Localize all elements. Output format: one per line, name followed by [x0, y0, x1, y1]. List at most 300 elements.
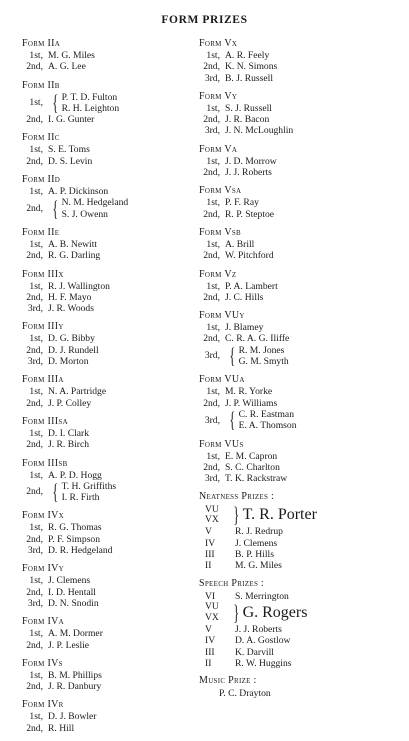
neatness-group-form: VU	[205, 503, 219, 515]
place-label: 3rd,	[204, 72, 220, 84]
place-label: 2nd,	[203, 167, 220, 179]
prize-row	[22, 545, 197, 556]
winner-name: I. D. Hentall	[48, 586, 96, 598]
place-label: 2nd,	[26, 344, 43, 356]
winner-name: B. P. Hills	[235, 549, 274, 561]
form-block	[22, 269, 197, 315]
form-word: Form VUs	[199, 438, 244, 450]
form-heading	[22, 699, 197, 711]
place-label: 1st,	[206, 450, 220, 462]
speech-group-form: VX	[205, 611, 219, 623]
form-word: Form IIb	[22, 79, 60, 91]
prize-row	[199, 549, 399, 560]
prize-row	[199, 322, 399, 333]
brace: {	[52, 89, 59, 115]
speech-prizes	[199, 578, 399, 669]
prize-row	[22, 723, 197, 734]
prize-row	[22, 156, 197, 167]
place-label: 1st,	[206, 197, 220, 209]
prize-row	[22, 197, 197, 220]
prize-row	[199, 526, 399, 537]
form-label: V	[205, 526, 212, 538]
winner-name: D. S. Levin	[48, 155, 93, 167]
place-label: 1st,	[29, 711, 43, 723]
prize-row	[22, 281, 197, 292]
place-label: 2nd,	[26, 681, 43, 693]
winner-name: J. R. Danbury	[48, 681, 102, 693]
form-word: Form IVx	[22, 510, 65, 522]
place-label: 1st,	[29, 522, 43, 534]
brace: {	[52, 195, 59, 221]
right-forms	[199, 38, 399, 484]
form-block	[22, 38, 197, 73]
form-word: Form Vsa	[199, 185, 242, 197]
prize-row	[199, 409, 399, 432]
winner-name: J. P. Williams	[225, 397, 278, 409]
prize-row	[22, 587, 197, 598]
place-label: 1st,	[29, 628, 43, 640]
prize-row	[199, 292, 399, 303]
page-title: FORM PRIZES	[161, 14, 248, 26]
winner-name: D. J. Bowler	[48, 711, 97, 723]
form-heading	[199, 227, 399, 239]
winner-name: D. J. Rundell	[48, 344, 99, 356]
tied-names	[62, 481, 117, 504]
speech-group-form: VU	[205, 601, 219, 613]
winner-name: T. H. Griffiths	[61, 480, 117, 492]
prize-row	[199, 239, 399, 250]
form-heading	[22, 374, 197, 386]
speech-name: S. Merrington	[235, 590, 289, 602]
place-label: 2nd,	[203, 291, 220, 303]
form-word: Form IVa	[22, 616, 65, 628]
winner-name: R. H. Leighton	[61, 102, 120, 114]
winner-name: J. P. Leslie	[48, 639, 90, 651]
prize-row	[22, 114, 197, 125]
form-word: Form IVy	[22, 563, 65, 575]
winner-name: A. M. Dormer	[48, 628, 103, 640]
winner-name: J. Clemens	[48, 575, 91, 587]
winner-name: C. R. A. G. Iliffe	[225, 333, 290, 345]
prize-row	[22, 89, 197, 115]
tied-names	[62, 92, 120, 115]
winner-name: S. E. Toms	[48, 144, 90, 156]
place-label: 2nd,	[26, 203, 43, 215]
winner-name: A. P. Dickinson	[48, 186, 109, 198]
form-block	[199, 374, 399, 431]
brace: }	[233, 502, 240, 528]
form-block	[199, 227, 399, 262]
form-heading	[199, 144, 399, 156]
place-label: 3rd,	[204, 473, 220, 485]
form-word: Form Vsb	[199, 226, 242, 238]
prize-row	[22, 303, 197, 314]
winner-name: R. W. Huggins	[235, 657, 292, 669]
neatness-group-name: T. R. Porter	[242, 506, 317, 524]
form-label: V	[205, 623, 212, 635]
form-word: Form IIIy	[22, 321, 64, 333]
form-heading	[22, 658, 197, 670]
prize-row	[22, 186, 197, 197]
form-word: Form Vz	[199, 268, 237, 280]
prize-row	[199, 281, 399, 292]
prize-row	[199, 451, 399, 462]
prize-row	[22, 61, 197, 72]
winner-name: A. B. Newitt	[48, 238, 98, 250]
winner-name: J. J. Roberts	[235, 623, 282, 635]
form-word: Form IIIx	[22, 268, 64, 280]
form-heading	[22, 616, 197, 628]
tied-names	[239, 345, 289, 368]
winner-name: W. Pitchford	[225, 250, 274, 262]
winner-name: J. N. McLoughlin	[225, 125, 294, 137]
form-heading	[199, 374, 399, 386]
prize-row	[199, 345, 399, 368]
place-label: 2nd,	[26, 114, 43, 126]
winner-name: R. J. Redrup	[235, 526, 283, 538]
prize-row	[199, 624, 399, 635]
place-label: 1st,	[29, 144, 43, 156]
form-block	[22, 616, 197, 651]
prize-row	[199, 167, 399, 178]
place-label: 2nd,	[26, 533, 43, 545]
winner-name: J. Blamey	[225, 322, 264, 334]
place-label: 1st,	[206, 102, 220, 114]
place-label: 1st,	[29, 97, 43, 109]
winner-name: B. J. Russell	[225, 72, 273, 84]
neatness-group-row	[199, 504, 399, 526]
winner-name: E. M. Capron	[225, 450, 278, 462]
winner-name: J. R. Woods	[48, 303, 94, 315]
winner-name: K. N. Simons	[225, 61, 278, 73]
form-heading	[199, 310, 399, 322]
form-block	[22, 321, 197, 367]
winner-name: P. A. Lambert	[225, 280, 278, 292]
neatness-group-form: VX	[205, 514, 219, 526]
winner-name: H. F. Mayo	[48, 291, 92, 303]
winner-name: D. I. Clark	[48, 427, 90, 439]
winner-name: J. J. Roberts	[225, 167, 272, 179]
prize-row	[199, 647, 399, 658]
prize-row	[22, 239, 197, 250]
prize-row	[199, 156, 399, 167]
form-block	[22, 227, 197, 262]
winner-name: N. A. Partridge	[48, 386, 107, 398]
form-block	[199, 185, 399, 220]
form-block	[22, 174, 197, 220]
form-block	[22, 374, 197, 409]
place-label: 3rd,	[204, 125, 220, 137]
place-label: 1st,	[206, 50, 220, 61]
place-label: 2nd,	[203, 397, 220, 409]
form-heading	[22, 269, 197, 281]
form-heading	[199, 38, 399, 50]
place-label: 2nd,	[203, 114, 220, 126]
winner-name: R. G. Darling	[48, 250, 101, 262]
form-block	[22, 458, 197, 504]
prize-row	[22, 144, 197, 155]
prize-row	[199, 462, 399, 473]
prize-row	[199, 473, 399, 484]
prize-row	[22, 711, 197, 722]
prize-row	[199, 386, 399, 397]
prize-row	[22, 598, 197, 609]
form-block	[199, 91, 399, 137]
winner-name: S. J. Owenn	[61, 208, 108, 220]
winner-name: M. R. Yorke	[225, 386, 273, 398]
place-label: 2nd,	[26, 250, 43, 262]
speech-group-name: G. Rogers	[242, 603, 308, 621]
form-block	[22, 699, 197, 734]
form-word: Form IIIa	[22, 374, 64, 386]
place-label: 3rd,	[27, 545, 43, 557]
prize-row	[22, 386, 197, 397]
prize-row	[199, 197, 399, 208]
prize-row	[199, 635, 399, 646]
place-label: 3rd,	[204, 350, 220, 362]
form-word: Form IVs	[22, 657, 63, 669]
form-word: Form IVr	[22, 699, 64, 711]
winner-name: D. Morton	[48, 356, 89, 368]
form-block	[22, 510, 197, 556]
form-heading	[199, 439, 399, 451]
winner-name: S. C. Charlton	[225, 461, 280, 473]
form-word: Form VUa	[199, 374, 245, 386]
prize-row	[199, 538, 399, 549]
place-label: 3rd,	[204, 414, 220, 426]
prize-row	[22, 628, 197, 639]
winner-name: G. M. Smyth	[238, 356, 289, 368]
winner-name: A. P. D. Hogg	[48, 469, 102, 481]
prize-row	[199, 103, 399, 114]
winner-name: I. R. Firth	[61, 492, 100, 504]
speech-row	[199, 591, 399, 602]
form-heading	[199, 185, 399, 197]
prize-row	[22, 428, 197, 439]
prize-row	[199, 560, 399, 571]
prize-row	[22, 439, 197, 450]
prize-row	[199, 50, 399, 61]
prize-row	[22, 522, 197, 533]
form-word: Form VUy	[199, 310, 245, 322]
prize-row	[22, 640, 197, 651]
prize-row	[199, 250, 399, 261]
place-label: 2nd,	[26, 397, 43, 409]
form-block	[22, 132, 197, 167]
winner-name: S. J. Russell	[225, 102, 272, 114]
left-column	[22, 38, 197, 741]
winner-name: P. F. Ray	[225, 197, 259, 209]
form-heading	[22, 458, 197, 470]
winner-name: D. A. Gostlow	[235, 635, 291, 647]
place-label: 1st,	[29, 386, 43, 398]
winner-name: J. Clemens	[235, 537, 278, 549]
speech-group-row	[199, 599, 399, 625]
place-label: 1st,	[29, 427, 43, 439]
place-label: 1st,	[29, 50, 43, 61]
form-label: II	[205, 657, 212, 669]
winner-name: D. N. Snodin	[48, 597, 99, 609]
place-label: 1st,	[29, 280, 43, 292]
form-heading	[22, 416, 197, 428]
brace: }	[233, 599, 240, 625]
place-label: 1st,	[29, 575, 43, 587]
neatness-heading: Neatness Prizes :	[199, 491, 275, 503]
winner-name: J. R. Birch	[48, 439, 90, 451]
winner-name: J. P. Colley	[48, 397, 92, 409]
winner-name: P. F. Simpson	[48, 533, 101, 545]
winner-name: P. T. D. Fulton	[61, 91, 118, 103]
winner-name: C. R. Eastman	[238, 408, 294, 420]
form-block	[199, 144, 399, 179]
form-heading	[22, 80, 197, 92]
tied-names	[62, 197, 129, 220]
form-block	[199, 439, 399, 485]
prize-row	[22, 398, 197, 409]
brace: {	[52, 479, 59, 505]
form-label: III	[205, 646, 215, 658]
place-label: 2nd,	[203, 333, 220, 345]
winner-name: R. G. Thomas	[48, 522, 102, 534]
place-label: 2nd,	[203, 250, 220, 262]
winner-name: J. R. Bacon	[225, 114, 270, 126]
place-label: 1st,	[206, 386, 220, 398]
form-label: IV	[205, 537, 216, 549]
form-word: Form Vx	[199, 38, 238, 49]
form-block	[22, 416, 197, 451]
place-label: 3rd,	[27, 356, 43, 368]
speech-form: VI	[205, 590, 216, 602]
place-label: 2nd,	[26, 586, 43, 598]
winner-name: D. G. Bibby	[48, 333, 95, 345]
place-label: 2nd,	[26, 291, 43, 303]
form-word: Form IIc	[22, 132, 60, 144]
place-label: 2nd,	[203, 208, 220, 220]
prize-row	[199, 658, 399, 669]
prize-row	[22, 481, 197, 504]
form-word: Form Vy	[199, 90, 238, 102]
form-label: III	[205, 549, 215, 561]
winner-name: I. G. Gunter	[48, 114, 95, 126]
winner-name: M. G. Miles	[235, 560, 282, 572]
place-label: 1st,	[29, 186, 43, 198]
place-label: 1st,	[206, 322, 220, 334]
place-label: 2nd,	[26, 486, 43, 498]
winner-name: B. M. Phillips	[48, 669, 102, 681]
winner-name: R. Hill	[48, 722, 75, 734]
prize-row	[22, 250, 197, 261]
winner-name: M. G. Miles	[48, 50, 95, 61]
place-label: 2nd,	[26, 155, 43, 167]
prize-row	[199, 209, 399, 220]
form-heading	[22, 174, 197, 186]
form-block	[199, 38, 399, 84]
place-label: 1st,	[29, 238, 43, 250]
winner-name: J. C. Hills	[225, 291, 264, 303]
winner-name: E. A. Thomson	[238, 420, 297, 432]
place-label: 2nd,	[26, 439, 43, 451]
place-label: 2nd,	[203, 61, 220, 73]
form-label: IV	[205, 635, 216, 647]
place-label: 1st,	[29, 669, 43, 681]
prize-row	[22, 534, 197, 545]
prize-row	[22, 470, 197, 481]
right-column	[199, 38, 399, 706]
form-heading	[22, 510, 197, 522]
tied-names	[239, 409, 297, 432]
place-label: 1st,	[206, 280, 220, 292]
form-heading	[22, 132, 197, 144]
place-label: 2nd,	[26, 61, 43, 73]
prize-row	[199, 125, 399, 136]
form-word: Form IId	[22, 174, 61, 186]
winner-name: A. Brill	[225, 238, 255, 250]
winner-name: A. R. Feely	[225, 50, 270, 61]
winner-name: R. J. Wallington	[48, 280, 110, 292]
form-word: Form IIIsb	[22, 457, 68, 469]
music-name: P. C. Drayton	[219, 688, 271, 700]
form-heading	[199, 91, 399, 103]
place-label: 1st,	[29, 333, 43, 345]
speech-heading: Speech Prizes :	[199, 577, 265, 589]
place-label: 2nd,	[203, 461, 220, 473]
brace: {	[229, 407, 236, 433]
prize-row	[199, 73, 399, 84]
form-block	[199, 310, 399, 367]
place-label: 1st,	[29, 469, 43, 481]
prize-row	[22, 575, 197, 586]
place-label: 3rd,	[27, 597, 43, 609]
prize-row	[22, 50, 197, 61]
form-word: Form IIa	[22, 38, 61, 49]
prize-row	[199, 114, 399, 125]
form-heading	[22, 563, 197, 575]
music-prize	[199, 675, 399, 700]
winner-name: D. R. Hedgeland	[48, 545, 113, 557]
neatness-prizes	[199, 491, 399, 571]
winner-name: K. Darvill	[235, 646, 274, 658]
winner-name: R. P. Steptoe	[225, 208, 275, 220]
winner-name: J. D. Morrow	[225, 155, 277, 167]
place-label: 1st,	[206, 155, 220, 167]
form-word: Form Va	[199, 143, 238, 155]
place-label: 1st,	[206, 238, 220, 250]
brace: {	[229, 343, 236, 369]
place-label: 3rd,	[27, 303, 43, 315]
winner-name: A. G. Lee	[48, 61, 86, 73]
prize-row	[199, 61, 399, 72]
winner-name: R. M. Jones	[238, 344, 285, 356]
form-block	[22, 80, 197, 126]
winner-name: N. M. Hedgeland	[61, 197, 129, 209]
prize-row	[22, 670, 197, 681]
prize-row	[22, 333, 197, 344]
form-heading	[22, 38, 197, 50]
form-block	[22, 563, 197, 609]
winner-name: T. K. Rackstraw	[225, 473, 288, 485]
form-block	[199, 269, 399, 304]
prize-row	[22, 345, 197, 356]
place-label: 2nd,	[26, 639, 43, 651]
form-word: Form IIIsa	[22, 415, 68, 427]
place-label: 2nd,	[26, 722, 43, 734]
form-heading	[22, 321, 197, 333]
form-heading	[22, 227, 197, 239]
prize-row	[22, 292, 197, 303]
music-heading: Music Prize :	[199, 675, 257, 687]
form-label: II	[205, 560, 212, 572]
form-word: Form IIe	[22, 226, 60, 238]
